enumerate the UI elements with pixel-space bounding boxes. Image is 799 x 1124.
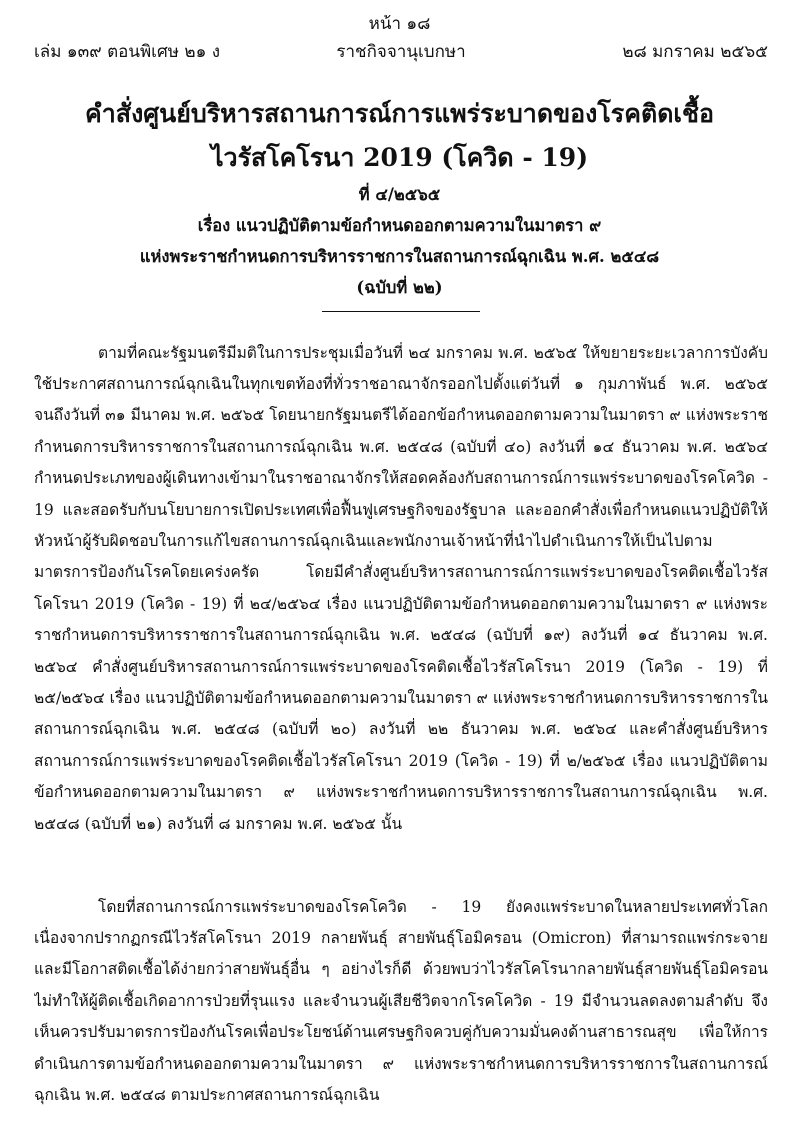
volume-info: เล่ม ๑๓๙ ตอนพิเศษ ๒๑ ง <box>34 42 221 62</box>
page-number: หน้า ๑๘ <box>368 14 431 34</box>
order-edition: (ฉบับที่ ๒๒) <box>356 278 443 297</box>
order-subject-line-1: เรื่อง แนวปฏิบัติตามข้อกำหนดออกตามความในมาตรา ๙ <box>197 216 602 235</box>
gazette-header <box>34 38 768 62</box>
body-paragraph-1: ตามที่คณะรัฐมนตรีมีมติในการประชุมเมื่อวันที่ ๒๔ มกราคม พ.ศ. ๒๕๖๕ ให้ขยายระยะเวลาการบังคับใช้ประกาศสถานการณ์ฉุกเฉินในทุกเขตท้องที่ทั่วราชอาณาจักรออกไปตั้งแต่วันที่ ๑ กุมภาพันธ์ พ.ศ. ๒๕๖๕ จนถึงวันที่ ๓๑ มีนาคม พ.ศ. ๒๕๖๕ โดยนายกรัฐมนตรีได้ออกข้อกำหนดออกตามความในมาตรา ๙ แห่งพระราชกำหนดการบริหารราชการในสถานการณ์ฉุกเฉิน พ.ศ. ๒๕๔๘ (ฉบับที่ ๔๐) ลงวันที่ ๑๔ ธันวาคม พ.ศ. ๒๕๖๔ กำหนดประเภทของผู้เดินทางเข้ามาในราชอาณาจักรให้สอดคล้องกับสถานการณ์การแพร่ระบาดของโรคโควิด - 19 และสอดรับกับนโยบายการเปิดประเทศเพื่อฟื้นฟูเศรษฐกิจของรัฐบาล และออกคำสั่งเพื่อกำหนดแนวปฏิบัติให้หัวหน้าผู้รับผิดชอบในการแก้ไขสถานการณ์ฉุกเฉินและพนักงานเจ้าหน้าที่นำไปดำเนินการให้เป็นไปตามมาตรการป้องกันโรคโดยเคร่งครัด โดยมีคำสั่งศูนย์บริหารสถานการณ์การแพร่ระบาดของโรคติดเชื้อไวรัสโคโรนา 2019 (โควิด - 19) ที่ ๒๔/๒๕๖๔ เรื่อง แนวปฏิบัติตามข้อกำหนดออกตามความในมาตรา ๙ แห่งพระราชกำหนดการบริหารราชการในสถานการณ์ฉุกเฉิน พ.ศ. ๒๕๔๘ (ฉบับที่ ๑๙) ลงวันที่ ๑๔ ธันวาคม พ.ศ. ๒๕๖๔ คำสั่งศูนย์บริหารสถานการณ์การแพร่ระบาดของโรคติดเชื้อไวรัสโคโรนา 2019 (โควิด - 19) ที่ ๒๕/๒๕๖๔ เรื่อง แนวปฏิบัติตามข้อกำหนดออกตามความในมาตรา ๙ แห่งพระราชกำหนดการบริหารราชการในสถานการณ์ฉุกเฉิน พ.ศ. ๒๕๔๘ (ฉบับที่ ๒๐) ลงวันที่ ๒๒ ธันวาคม พ.ศ. ๒๕๖๔ และคำสั่งศูนย์บริหารสถานการณ์การแพร่ระบาดของโรคติดเชื้อไวรัสโคโรนา 2019 (โควิด - 19) ที่ ๒/๒๕๖๕ เรื่อง แนวปฏิบัติตามข้อกำหนดออกตามความในมาตรา ๙ แห่งพระราชกำหนดการบริหารราชการในสถานการณ์ฉุกเฉิน พ.ศ. ๒๕๔๘ (ฉบับที่ ๒๑) ลงวันที่ ๘ มกราคม พ.ศ. ๒๕๖๕ นั้น <box>34 343 768 833</box>
body-paragraph-2: โดยที่สถานการณ์การแพร่ระบาดของโรคโควิด - 19 ยังคงแพร่ระบาดในหลายประเทศทั่วโลก เนื่องจากปรากฏกรณีไวรัสโคโรนา 2019 กลายพันธุ์ สายพันธุ์โอมิครอน (Omicron) ที่สามารถแพร่กระจายและมีโอกาสติดเชื้อได้ง่ายกว่าสายพันธุ์อื่น ๆ อย่างไรก็ดี ด้วยพบว่าไวรัสโคโรนากลายพันธุ์สายพันธุ์โอมิครอน ไม่ทำให้ผู้ติดเชื้อเกิดอาการป่วยที่รุนแรง และจำนวนผู้เสียชีวิตจากโรคโควิด - 19 มีจำนวนลดลงตามลำดับ จึงเห็นควรปรับมาตรการป้องกันโรคเพื่อประโยชน์ด้านเศรษฐกิจควบคู่กับความมั่นคงด้านสาธารณสุข เพื่อให้การดำเนินการตามข้อกำหนดออกตามความในมาตรา ๙ แห่งพระราชกำหนดการบริหารราชการในสถานการณ์ฉุกเฉิน พ.ศ. ๒๕๔๘ ตามประกาศสถานการณ์ฉุกเฉิน <box>34 897 768 1104</box>
document-title-line-1: คำสั่งศูนย์บริหารสถานการณ์การแพร่ระบาดของโรคติดเชื้อ <box>85 99 714 128</box>
publication-date: ๒๘ มกราคม ๒๕๖๕ <box>622 42 768 62</box>
title-divider <box>322 311 480 312</box>
publication-name: ราชกิจจานุเบกษา <box>336 42 466 62</box>
order-number: ที่ ๔/๒๕๖๕ <box>358 185 441 204</box>
document-title-line-2: ไวรัสโคโรนา 2019 (โควิด - 19) <box>210 143 589 172</box>
order-subject-line-2: แห่งพระราชกำหนดการบริหารราชการในสถานการณ์ฉุกเฉิน พ.ศ. ๒๕๔๘ <box>139 247 660 266</box>
